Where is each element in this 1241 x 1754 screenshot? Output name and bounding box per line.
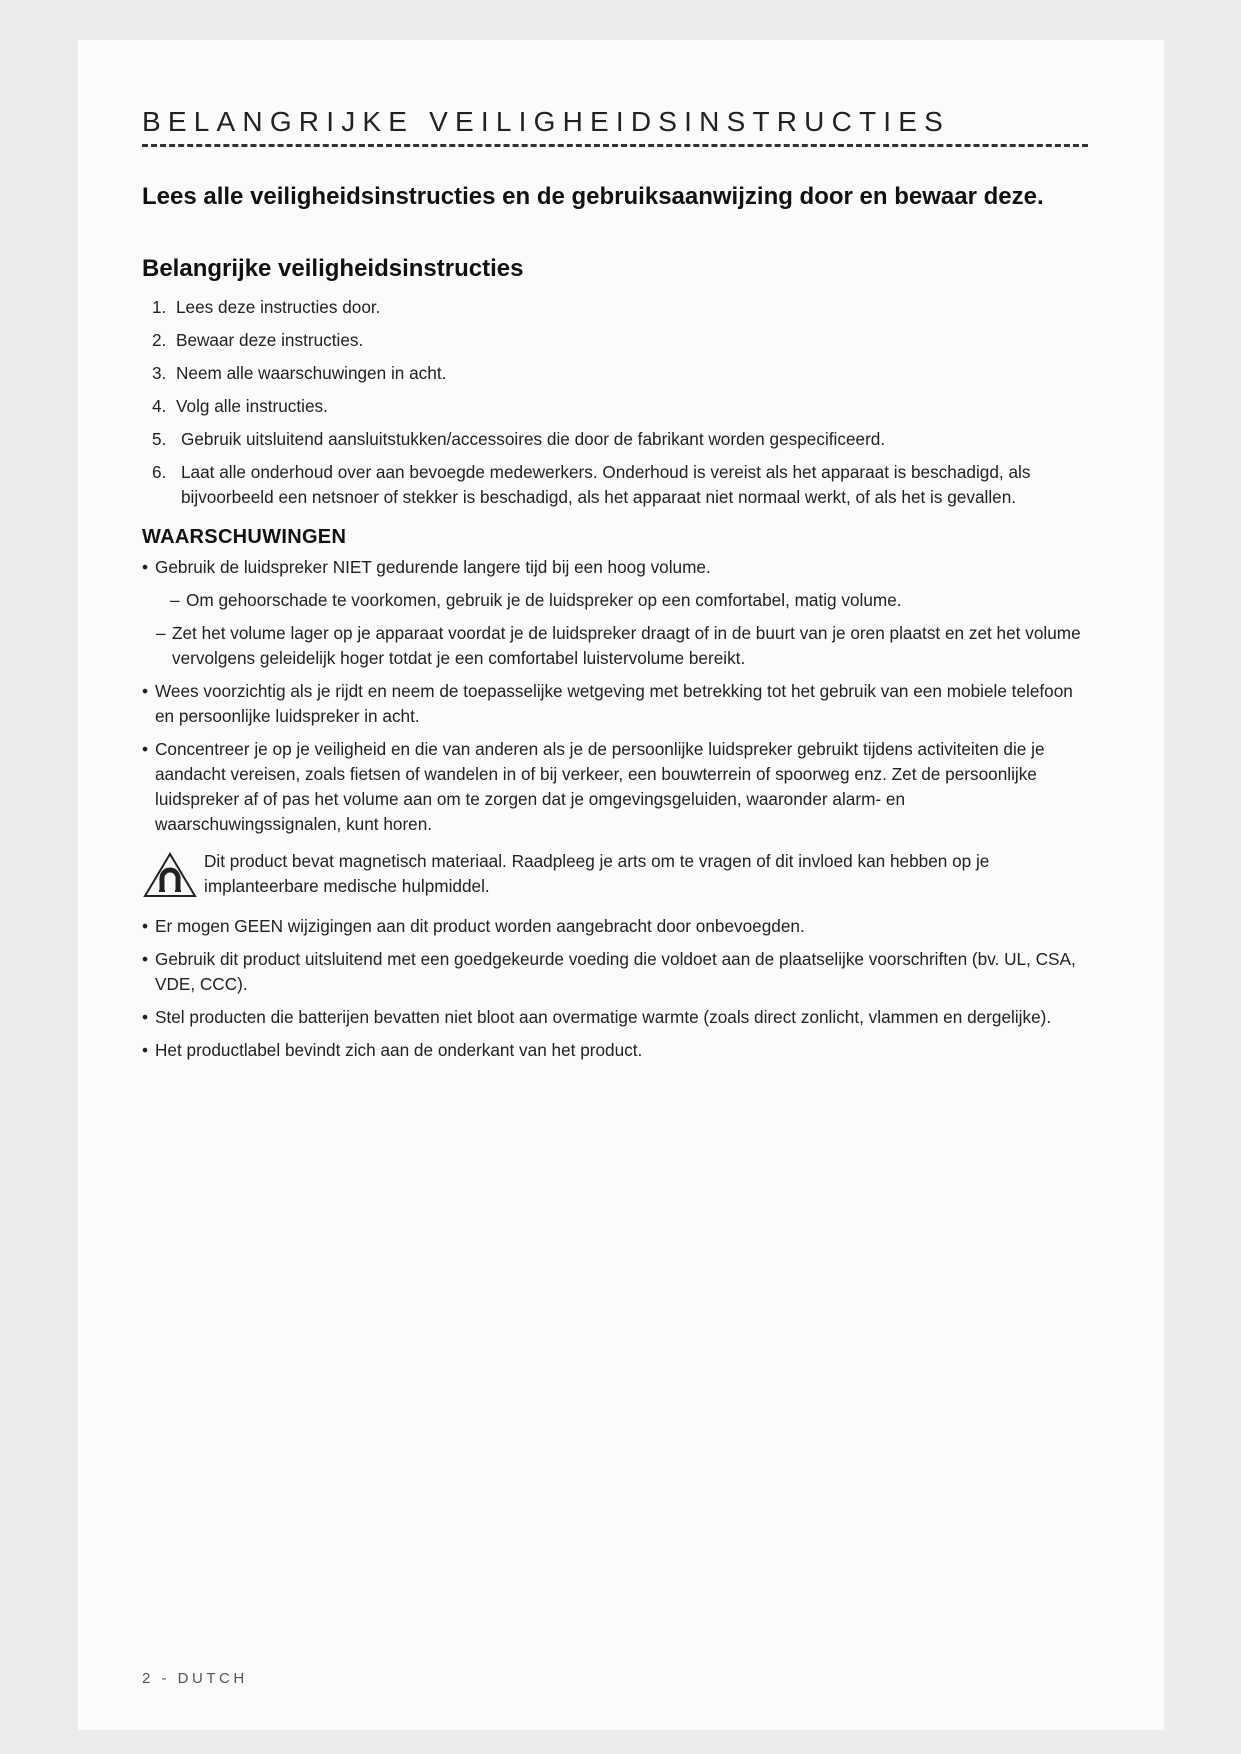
bullet-icon: • [142, 681, 149, 701]
bullet-icon: • [142, 739, 149, 759]
dash-icon: – [170, 590, 180, 610]
list-item [142, 427, 1092, 452]
item-text: Volg alle instructies. [176, 396, 328, 416]
warning-text: Wees voorzichtig als je rijdt en neem de toepasselijke wetgeving met betrekking tot het gebruik van een mobiele telefoon en persoonlijke luidspreker in acht. [155, 681, 1073, 726]
warning-item [142, 737, 1092, 837]
list-item [142, 460, 1092, 510]
warning-item [142, 555, 1092, 580]
list-item [142, 361, 1092, 386]
list-item [142, 328, 1092, 353]
bullet-icon: • [142, 1040, 149, 1060]
item-number: 4. [152, 396, 167, 416]
warning-text: Gebruik de luidspreker NIET gedurende langere tijd bij een hoog volume. [155, 557, 711, 577]
warning-item [142, 679, 1092, 729]
warning-text: Concentreer je op je veiligheid en die van anderen als je de persoonlijke luidspreker gebruikt tijdens activiteiten die je aandacht vereisen, zoals fietsen of wandelen in of bij verkeer, een bouwterrein of spoorweg enz. Zet de persoonlijke luidspreker af of pas het volume aan om te zorgen dat je omgevingsgeluiden, waaronder alarm- en waarschuwingssignalen, kunt horen. [155, 739, 1045, 834]
item-text: Bewaar deze instructies. [176, 330, 364, 350]
dashed-divider [142, 144, 1088, 147]
warning-subtext: Zet het volume lager op je apparaat voordat je de luidspreker draagt of in de buurt van je oren plaatst en zet het volume vervolgens geleidelijk hoger totdat je een comfortabel luistervolume bereikt. [172, 623, 1081, 668]
list-item [142, 394, 1092, 419]
page-content [142, 106, 1092, 1071]
warning-item [142, 1005, 1092, 1030]
warning-subitem [142, 621, 1092, 671]
magnet-warning [142, 849, 1092, 906]
warning-item [142, 947, 1092, 997]
item-text: Gebruik uitsluitend aansluitstukken/accessoires die door de fabrikant worden gespecificeerd. [181, 429, 886, 449]
warnings-heading: WAARSCHUWINGEN [142, 526, 347, 548]
warning-text: Gebruik dit product uitsluitend met een goedgekeurde voeding die voldoet aan de plaatselijke voorschriften (bv. UL, CSA, VDE, CCC). [155, 949, 1076, 994]
bullet-icon: • [142, 949, 149, 969]
intro-heading: Lees alle veiligheidsinstructies en de gebruiksaanwijzing door en bewaar deze. [142, 183, 1044, 210]
warning-item [142, 1038, 1092, 1063]
instructions-heading: Belangrijke veiligheidsinstructies [142, 255, 524, 282]
magnet-warning-text: Dit product bevat magnetisch materiaal. Raadpleeg je arts om te vragen of dit invloed kan hebben op je implanteerbare medische hulpmiddel. [204, 851, 990, 896]
item-number: 1. [152, 297, 167, 317]
list-item [142, 295, 1092, 320]
warning-text: Er mogen GEEN wijzigingen aan dit product worden aangebracht door onbevoegden. [155, 916, 805, 936]
bullet-icon: • [142, 557, 149, 577]
item-text: Laat alle onderhoud over aan bevoegde medewerkers. Onderhoud is vereist als het apparaat is beschadigd, als bijvoorbeeld een netsnoer of stekker is beschadigd, als het apparaat niet normaal werkt, of als het is gevallen. [181, 462, 1031, 507]
warning-subitem [142, 588, 1092, 613]
warning-item [142, 914, 1092, 939]
document-page [78, 40, 1164, 1730]
warning-subtext: Om gehoorschade te voorkomen, gebruik je de luidspreker op een comfortabel, matig volume. [186, 590, 902, 610]
item-number: 5. [152, 429, 167, 449]
magnet-warning-icon [142, 851, 204, 906]
bullet-icon: • [142, 1007, 149, 1027]
dash-icon: – [156, 623, 166, 643]
warning-text: Stel producten die batterijen bevatten niet bloot aan overmatige warmte (zoals direct zonlicht, vlammen en dergelijke). [155, 1007, 1052, 1027]
item-number: 2. [152, 330, 167, 350]
instructions-list [142, 295, 1092, 510]
item-text: Neem alle waarschuwingen in acht. [176, 363, 447, 383]
bullet-icon: • [142, 916, 149, 936]
item-number: 3. [152, 363, 167, 383]
section-title: BELANGRIJKE VEILIGHEIDSINSTRUCTIES [142, 106, 951, 137]
item-text: Lees deze instructies door. [176, 297, 381, 317]
warning-text: Het productlabel bevindt zich aan de onderkant van het product. [155, 1040, 643, 1060]
page-footer: 2 - DUTCH [142, 1670, 248, 1687]
warnings-list [142, 555, 1092, 1063]
item-number: 6. [152, 462, 167, 482]
